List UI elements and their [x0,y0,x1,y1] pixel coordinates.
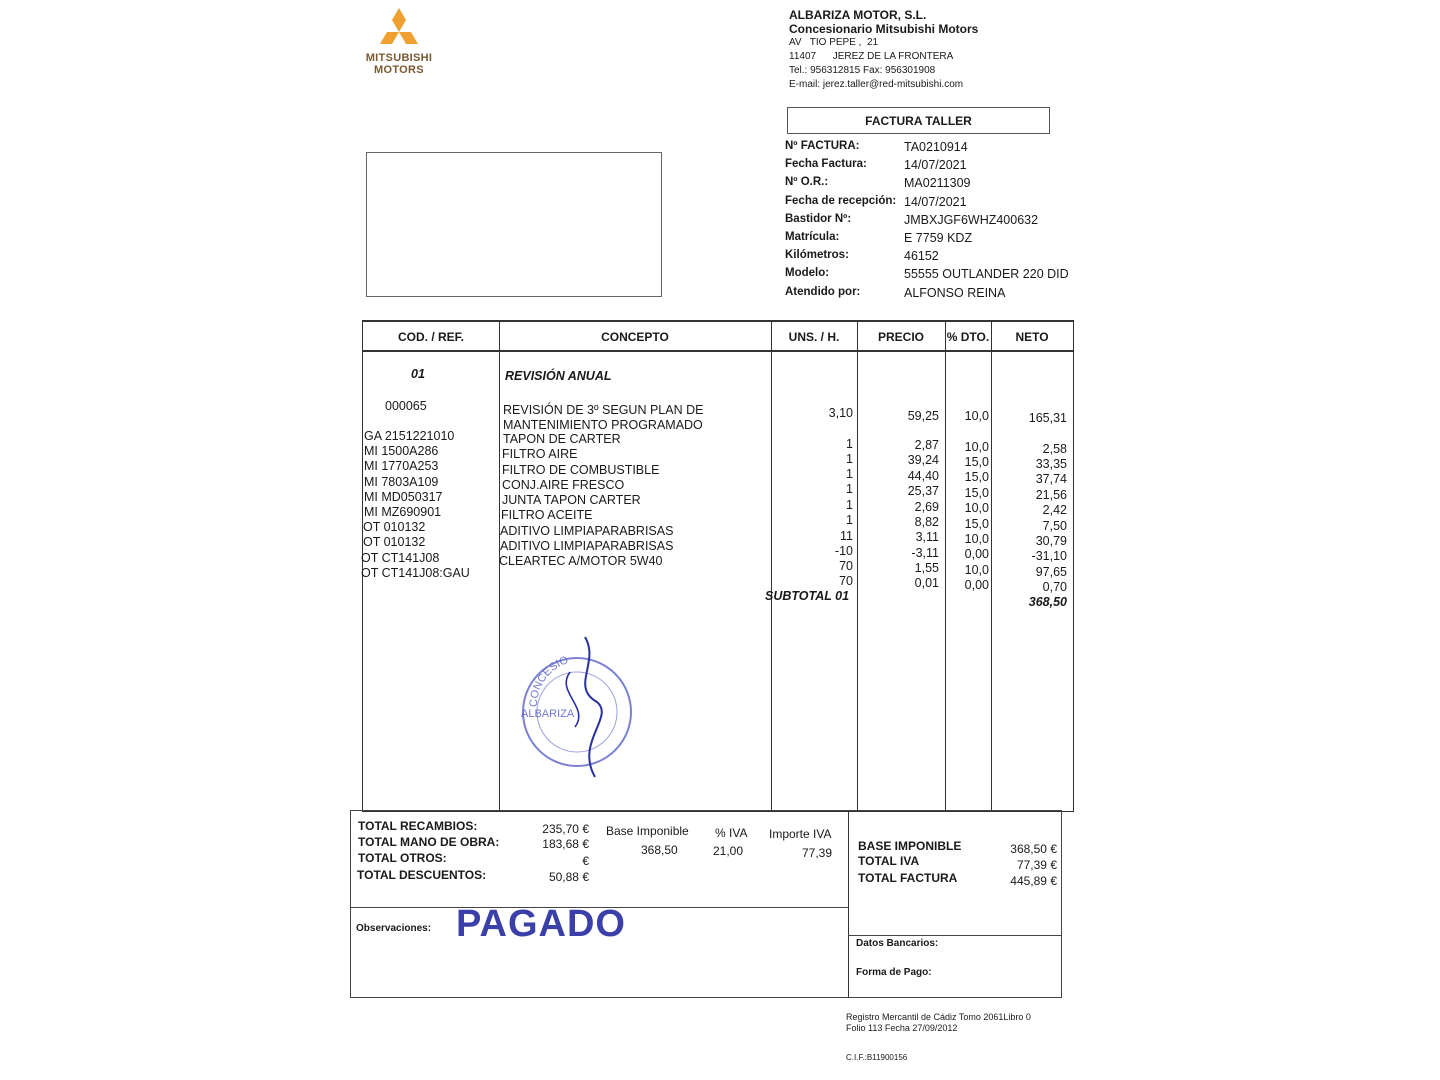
total-otros-value: € [582,854,589,868]
row-net: 7,50 [1042,519,1067,533]
row-discount: 10,0 [964,440,989,454]
row-discount: 15,0 [964,470,989,484]
column-divider [857,322,858,811]
base-imponible-label: BASE IMPONIBLE [858,839,962,853]
row-net: 0,70 [1042,580,1067,594]
company-phone: Tel.: 956312815 Fax: 956301908 [789,65,936,76]
row-price: 25,37 [907,484,939,498]
meta-label: Nº O.R.: [785,176,829,189]
row-price: 1,55 [914,561,939,575]
row-net: 30,79 [1035,534,1067,548]
mitsubishi-logo [364,6,434,86]
row-code: MI 7803A109 [364,475,439,489]
column-divider [771,322,772,811]
row-price: 3,11 [915,530,939,544]
row-units: 1 [846,482,853,496]
row-price: 2,87 [914,438,939,452]
registry-line1: Registro Mercantil de Cádiz Tomo 2061Libro 0 [846,1012,1031,1022]
column-divider [945,322,946,811]
meta-label: Bastidor Nº: [785,212,852,225]
row-concept: FILTRO DE COMBUSTIBLE [502,463,660,477]
group-title: REVISIÓN ANUAL [505,369,612,383]
registry-line2: Folio 113 Fecha 27/09/2012 [846,1023,958,1033]
row-units: 1 [846,437,853,451]
invoice-meta [785,140,1105,304]
total-iva-label: TOTAL IVA [858,854,920,868]
subtotal-value: 368,50 [1028,595,1067,609]
document-title: FACTURA TALLER [787,107,1050,134]
row-code: OT 010132 [363,520,426,534]
customer-address-box [366,152,662,297]
tax-amount-value: 77,39 [802,846,833,860]
header-divider [363,350,1073,352]
header-units: UNS. / H. [788,330,840,344]
row-price: -3,11 [911,546,939,560]
column-divider [848,811,849,997]
row-discount: 10,0 [964,563,989,577]
row-code: MI MD050317 [364,490,443,504]
total-mano-obra-value: 183,68 € [542,837,589,851]
company-email: E-mail: jerez.taller@red-mitsubishi.com [789,79,964,90]
tax-pct-value: 21,00 [713,844,744,858]
row-net: 21,56 [1035,488,1067,502]
row-concept: CLEARTEC A/MOTOR 5W40 [499,554,663,568]
labour-code: 000065 [385,399,427,413]
meta-model [785,267,1105,285]
row-discount: 10,0 [964,532,989,546]
labour-concept-line1: REVISIÓN DE 3º SEGUN PLAN DE [503,403,704,417]
items-table [362,320,1074,812]
row-concept: FILTRO ACEITE [501,508,593,522]
company-city: 11407 JEREZ DE LA FRONTERA [789,51,954,62]
header-concept: CONCEPTO [601,330,669,344]
meta-attended-by [785,286,1105,304]
company-info [789,8,1109,92]
meta-value: 46152 [904,249,939,264]
logo-line2: MOTORS [374,64,424,76]
meta-invoice-date [785,158,1105,176]
meta-label: Atendido por: [785,285,861,298]
tax-base-value: 368,50 [641,843,678,857]
row-concept: JUNTA TAPON CARTER [502,493,641,507]
company-address: AV TIO PEPE , 21 [789,37,879,48]
registry-footer [846,1012,1031,1034]
labour-units: 3,10 [828,406,853,420]
meta-label: Fecha Factura: [785,158,867,171]
bank-details-label: Datos Bancarios: [856,938,939,949]
labour-price: 59,25 [907,409,939,423]
total-iva-value: 77,39 € [1016,858,1057,872]
logo-line1: MITSUBISHI [365,52,433,64]
row-code: OT 010132 [363,535,426,549]
row-discount: 0,00 [964,547,989,561]
three-diamonds-icon [374,6,424,52]
meta-label: Kilómetros: [785,249,849,262]
labour-discount: 10,0 [964,409,989,423]
company-stamp [515,632,635,782]
cif-number: C.I.F.:B11900156 [846,1053,908,1062]
total-factura-label: TOTAL FACTURA [858,871,958,885]
row-code: MI 1770A253 [364,459,439,473]
meta-kilometers [785,249,1105,267]
row-discount: 15,0 [964,455,989,469]
header-price: PRECIO [877,330,924,344]
row-net: -31,10 [1031,549,1067,563]
meta-label: Modelo: [785,267,830,280]
row-concept: TAPON DE CARTER [503,432,621,446]
base-imponible-value: 368,50 € [1010,842,1057,856]
row-units: 70 [839,559,853,573]
meta-label: Matrícula: [785,230,840,243]
row-price: 2,69 [914,500,939,514]
meta-invoice-number [785,140,1105,158]
row-code: OT CT141J08 [361,551,440,565]
row-price: 39,24 [907,453,939,467]
header-discount: % DTO. [946,330,990,344]
row-units: 11 [840,529,853,543]
row-units: 1 [846,452,853,466]
total-factura-value: 445,89 € [1010,874,1057,888]
group-code: 01 [411,367,425,381]
row-net: 2,42 [1042,503,1067,517]
row-net: 33,35 [1035,457,1067,471]
row-price: 44,40 [907,469,939,483]
row-units: 70 [839,574,853,588]
row-units: 1 [846,513,853,527]
meta-value: TA0210914 [904,140,968,154]
meta-value: JMBXJGF6WHZ400632 [904,212,1039,227]
row-discount: 0,00 [964,578,989,592]
row-price: 0,01 [914,576,939,590]
row-price: 8,82 [914,515,939,529]
total-mano-obra-label: TOTAL MANO DE OBRA: [358,835,500,849]
row-units: 1 [846,467,853,481]
row-discount: 15,0 [964,486,989,500]
row-code: GA 2151221010 [364,429,455,443]
total-recambios-label: TOTAL RECAMBIOS: [358,819,478,833]
meta-value: 14/07/2021 [904,194,967,209]
meta-or-number [785,176,1105,194]
total-recambios-value: 235,70 € [542,822,589,836]
meta-value: MA0211309 [904,176,971,191]
company-name: ALBARIZA MOTOR, S.L. [789,8,927,22]
row-discount: 10,0 [964,501,989,515]
labour-net: 165,31 [1028,411,1067,425]
row-net: 37,74 [1035,472,1067,486]
row-code: MI 1500A286 [364,444,439,458]
meta-chassis [785,213,1105,231]
total-descuentos-value: 50,88 € [548,870,589,884]
meta-value: 14/07/2021 [904,158,967,173]
section-divider [848,935,1061,936]
row-units: 1 [846,498,853,512]
total-descuentos-label: TOTAL DESCUENTOS: [357,868,487,882]
row-net: 97,65 [1035,565,1067,579]
total-otros-label: TOTAL OTROS: [358,851,447,865]
stamp-top-text: CONCESIO [527,654,571,708]
row-net: 2,58 [1042,442,1067,456]
subtotal-label: SUBTOTAL 01 [765,589,850,603]
stamp-name-text: ALBARIZA [521,708,575,720]
row-concept: FILTRO AIRE [502,447,578,461]
meta-value: ALFONSO REINA [904,285,1006,300]
paid-stamp: PAGADO [456,903,626,945]
observaciones-label: Observaciones: [356,923,432,934]
tax-header-base: Base Imponible [606,824,689,838]
labour-concept-line2: MANTENIMIENTO PROGRAMADO [503,418,703,432]
meta-label: Fecha de recepción: [785,194,897,207]
meta-label: Nº FACTURA: [785,140,860,152]
column-divider [991,322,992,811]
row-code: MI MZ690901 [364,505,442,519]
payment-method-label: Forma de Pago: [856,967,932,978]
row-concept: ADITIVO LIMPIAPARABRISAS [500,539,674,553]
row-discount: 15,0 [964,517,989,531]
row-units: -10 [834,544,853,558]
row-code: OT CT141J08:GAU [361,566,470,580]
meta-reception-date [785,195,1105,213]
meta-value: 55555 OUTLANDER 220 DID [904,267,1069,282]
header-net: NETO [1015,330,1049,344]
meta-plate [785,231,1105,249]
tax-header-amount: Importe IVA [769,827,832,841]
row-concept: ADITIVO LIMPIAPARABRISAS [500,524,674,538]
row-concept: CONJ.AIRE FRESCO [502,478,625,492]
header-code: COD. / REF. [397,330,464,344]
company-subtitle: Concesionario Mitsubishi Motors [789,22,979,36]
tax-header-pct: % IVA [715,826,748,840]
meta-value: E 7759 KDZ [904,230,973,245]
